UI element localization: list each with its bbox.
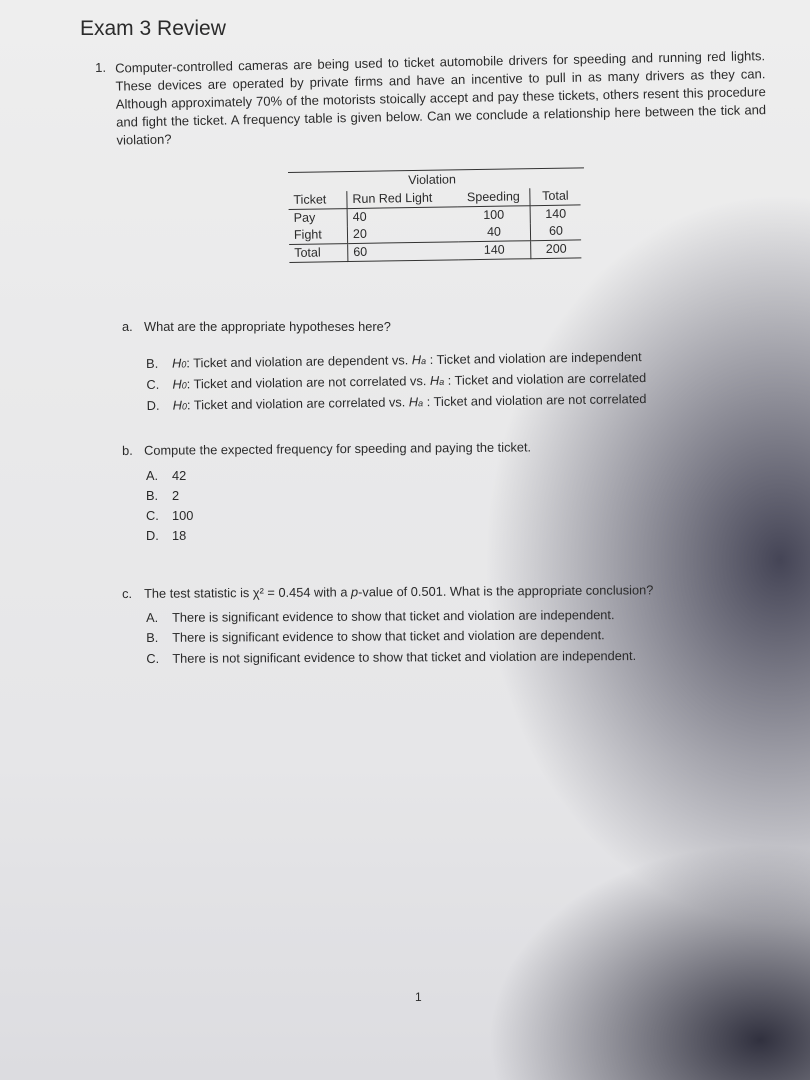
option-text: 100 [172,508,194,523]
option-letter: B. [146,488,159,503]
option-b[interactable] [146,488,179,503]
ha-text: : Ticket and violation are correlated [447,370,647,388]
option-a[interactable] [146,607,615,625]
part-text: What are the appropriate hypotheses here? [144,319,391,334]
h0-symbol: H [171,355,182,371]
option-text: There is significant evidence to show that ticket and violation are dependent. [172,627,605,645]
option-c[interactable] [146,370,646,392]
ha-symbol: H [408,394,419,410]
page-number: 1 [415,990,422,1004]
p-symbol: p [350,584,359,600]
part-text: with a [310,584,352,600]
ha-symbol: H [411,352,422,368]
option-text: There is significant evidence to show that ticket and violation are independent. [171,607,615,625]
ha-subscript: a [421,356,427,367]
option-letter: D. [146,397,160,413]
h0-subscript: 0 [181,401,188,412]
h0-subscript: 0 [181,380,187,391]
table-cell: 60 [348,242,459,262]
part-c-question [122,582,653,601]
option-text: There is not significant evidence to show that ticket and violation are independent. [172,648,637,666]
part-text: The test statistic is [143,585,253,601]
ha-subscript: a [439,376,445,387]
table-group-header: Violation [408,172,456,188]
table-cell: Total [289,244,348,263]
question-1 [95,47,767,150]
h0-text: : Ticket and violation are correlated vs. [186,394,406,413]
ha-subscript: a [418,398,424,409]
option-b[interactable] [146,349,642,371]
option-c[interactable] [146,508,193,523]
frequency-table [288,167,584,260]
ha-text: : Ticket and violation are not correlated [426,391,647,410]
h0-text: : Ticket and violation are dependent vs. [186,352,409,371]
page-title: Exam 3 Review [80,17,226,40]
table-cell: 100 [458,206,531,225]
table-cell: 20 [352,226,367,241]
option-letter: A. [146,468,159,483]
option-text: 18 [172,528,187,543]
option-text: 2 [172,488,180,503]
option-b[interactable] [146,627,605,645]
contingency-table [288,187,581,263]
part-label: b. [122,442,133,458]
question-number: 1. [95,59,107,75]
table-cell: 140 [458,241,531,260]
table-cell: Pay [289,209,348,227]
header-cell: Total [530,187,581,205]
option-d[interactable] [146,528,186,543]
option-letter: C. [146,376,160,392]
ha-text: : Ticket and violation are independent [429,349,642,368]
h0-subscript: 0 [181,359,187,370]
test-statistic: χ² = 0.454 [252,584,311,601]
part-text: -value of 0.501. What is the appropriate conclusion? [358,582,654,600]
part-text: Compute the expected frequency for speeding and paying the ticket. [143,439,532,458]
table-cell: Fight [289,226,348,244]
table-cell: 200 [531,240,582,259]
h0-symbol: H [172,397,183,413]
question-text: Computer-controlled cameras are being used to ticket automobile drivers for speeding and running red lights. These devices are operated by private firms and have an incentive to pull in as many drivers as they can. Although approximately 70% of the motorists stoically accept and pay these tickets, others resent this procedure and fight the ticket. A frequency table is given below. Can we conclude a relationship here between the tick and violation? [115,48,767,148]
option-letter: B. [146,355,159,371]
ha-symbol: H [429,372,440,389]
part-a-question [122,319,391,334]
option-letter: B. [146,629,159,645]
h0-text: : Ticket and violation are not correlated vs. [186,373,427,392]
header-cell: Speeding [457,188,530,207]
table-cell: 40 [352,209,367,224]
table-cell: 40 [458,223,531,242]
table-cell: 60 [548,223,564,238]
option-letter: C. [146,650,160,666]
header-cell: Ticket [288,191,347,209]
part-label: c. [122,585,133,601]
option-a[interactable] [146,468,186,483]
option-letter: C. [146,508,159,523]
option-letter: A. [146,609,159,625]
table-cell: 140 [545,206,567,221]
table-total-row [289,240,581,263]
h0-symbol: H [172,376,182,392]
option-c[interactable] [146,648,636,666]
part-label: a. [122,319,133,334]
header-cell: Run Red Light [347,189,458,208]
option-letter: D. [146,528,159,543]
option-d[interactable] [147,391,647,413]
part-b-question [122,439,531,458]
option-text: 42 [172,468,187,483]
